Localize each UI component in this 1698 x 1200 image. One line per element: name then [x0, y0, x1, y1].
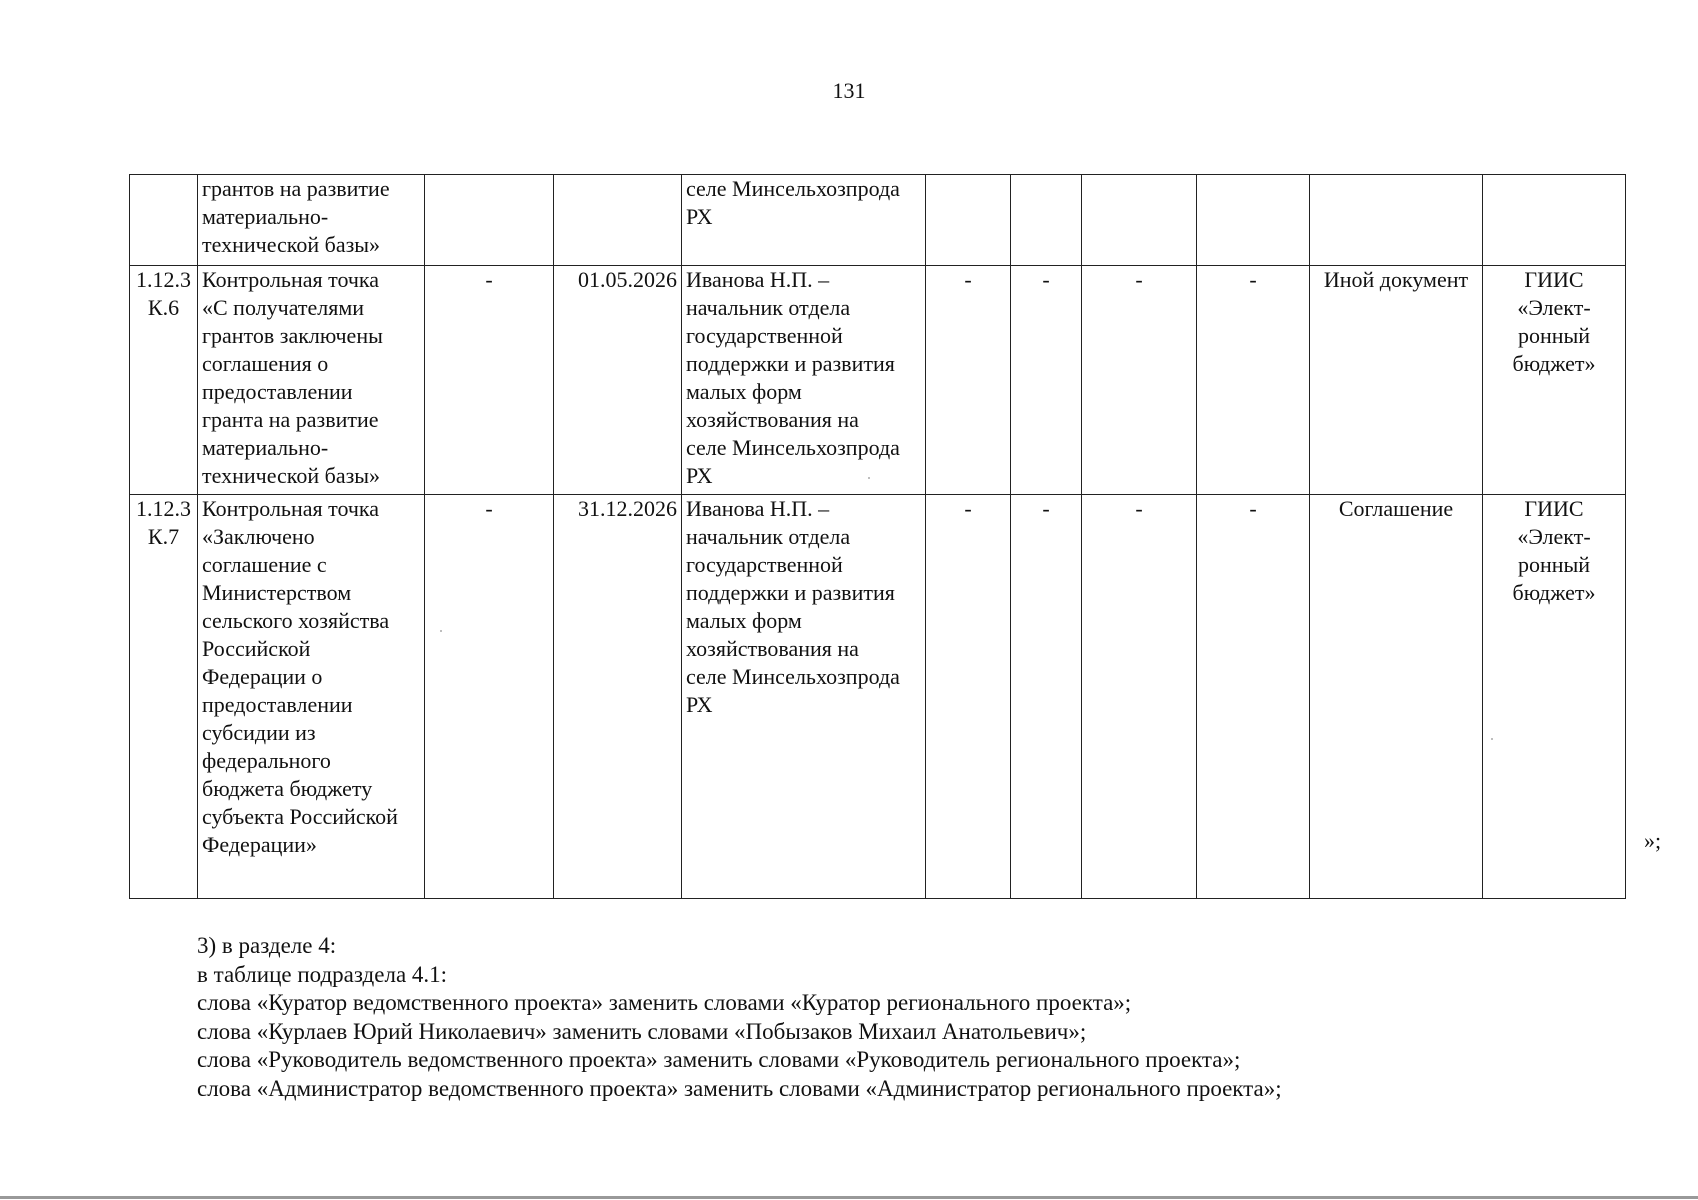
row-col8 — [1082, 175, 1197, 266]
row-doc-type — [1310, 175, 1483, 266]
row-end-date — [554, 175, 682, 266]
row-doc-type: Соглашение — [1310, 495, 1483, 899]
row-col9: - — [1197, 495, 1310, 899]
amendment-line: слова «Куратор ведомственного проекта» заменить словами «Куратор регионального проекта»; — [197, 990, 1132, 1015]
row-responsible: Иванова Н.П. – начальник отдела государственной поддержки и развития малых форм хозяйствования на селе Минсельхозпрода РХ — [682, 495, 926, 899]
row-col7: - — [1011, 266, 1082, 495]
row-name: Контрольная точка «Заключено соглашение с Министерством сельского хозяйства Российской Федерации о предоставлении субсидии из федерального бюджета бюджету субъекта Российской Федерации» — [198, 495, 425, 899]
row-code — [130, 175, 198, 266]
row-col7: - — [1011, 495, 1082, 899]
subsection-heading: в таблице подраздела 4.1: — [197, 961, 448, 987]
table-row — [130, 266, 1626, 495]
section-heading: 3) в разделе 4: — [197, 933, 337, 958]
row-col8: - — [1082, 495, 1197, 899]
row-col6: - — [926, 266, 1011, 495]
row-responsible: Иванова Н.П. – начальник отдела государственной поддержки и развития малых форм хозяйствования на селе Минсельхозпрода РХ — [682, 266, 926, 495]
row-col8: - — [1082, 266, 1197, 495]
row-start — [425, 175, 554, 266]
row-end-date: 01.05.2026 — [554, 266, 682, 495]
row-name: грантов на развитие материально- технической базы» — [198, 175, 425, 266]
amendment-line: слова «Курлаев Юрий Николаевич» заменить словами «Побызаков Михаил Анатольевич»; — [197, 1018, 1087, 1044]
row-start: - — [425, 495, 554, 899]
scan-speck — [1491, 738, 1493, 740]
row-system: ГИИС «Элект- ронный бюджет» — [1483, 495, 1626, 899]
amendment-line: слова «Руководитель ведомственного проекта» заменить словами «Руководитель регионального проекта»; — [197, 1047, 1241, 1072]
row-responsible: селе Минсельхозпрода РХ — [682, 175, 926, 266]
control-points-table — [129, 174, 1626, 899]
page-number: 131 — [832, 78, 866, 103]
scan-speck — [440, 630, 442, 632]
row-col9 — [1197, 175, 1310, 266]
closing-quote: »; — [1644, 828, 1662, 853]
row-col6: - — [926, 495, 1011, 899]
row-code: 1.12.3 К.7 — [130, 495, 198, 899]
section-4-amendments — [197, 932, 1282, 1103]
row-col9: - — [1197, 266, 1310, 495]
scan-speck — [868, 477, 870, 479]
row-col7 — [1011, 175, 1082, 266]
row-col6 — [926, 175, 1011, 266]
amendment-line: слова «Администратор ведомственного проекта» заменить словами «Администратор регионального проекта»; — [197, 1075, 1282, 1101]
row-code: 1.12.3 К.6 — [130, 266, 198, 495]
row-doc-type: Иной документ — [1310, 266, 1483, 495]
table-row — [130, 175, 1626, 266]
row-system — [1483, 175, 1626, 266]
row-end-date: 31.12.2026 — [554, 495, 682, 899]
scan-bottom-edge — [0, 1196, 1698, 1199]
row-start: - — [425, 266, 554, 495]
row-name: Контрольная точка «С получателями грантов заключены соглашения о предоставлении гранта на развитие материально- технической базы» — [198, 266, 425, 495]
row-system: ГИИС «Элект- ронный бюджет» — [1483, 266, 1626, 495]
table-row — [130, 495, 1626, 899]
